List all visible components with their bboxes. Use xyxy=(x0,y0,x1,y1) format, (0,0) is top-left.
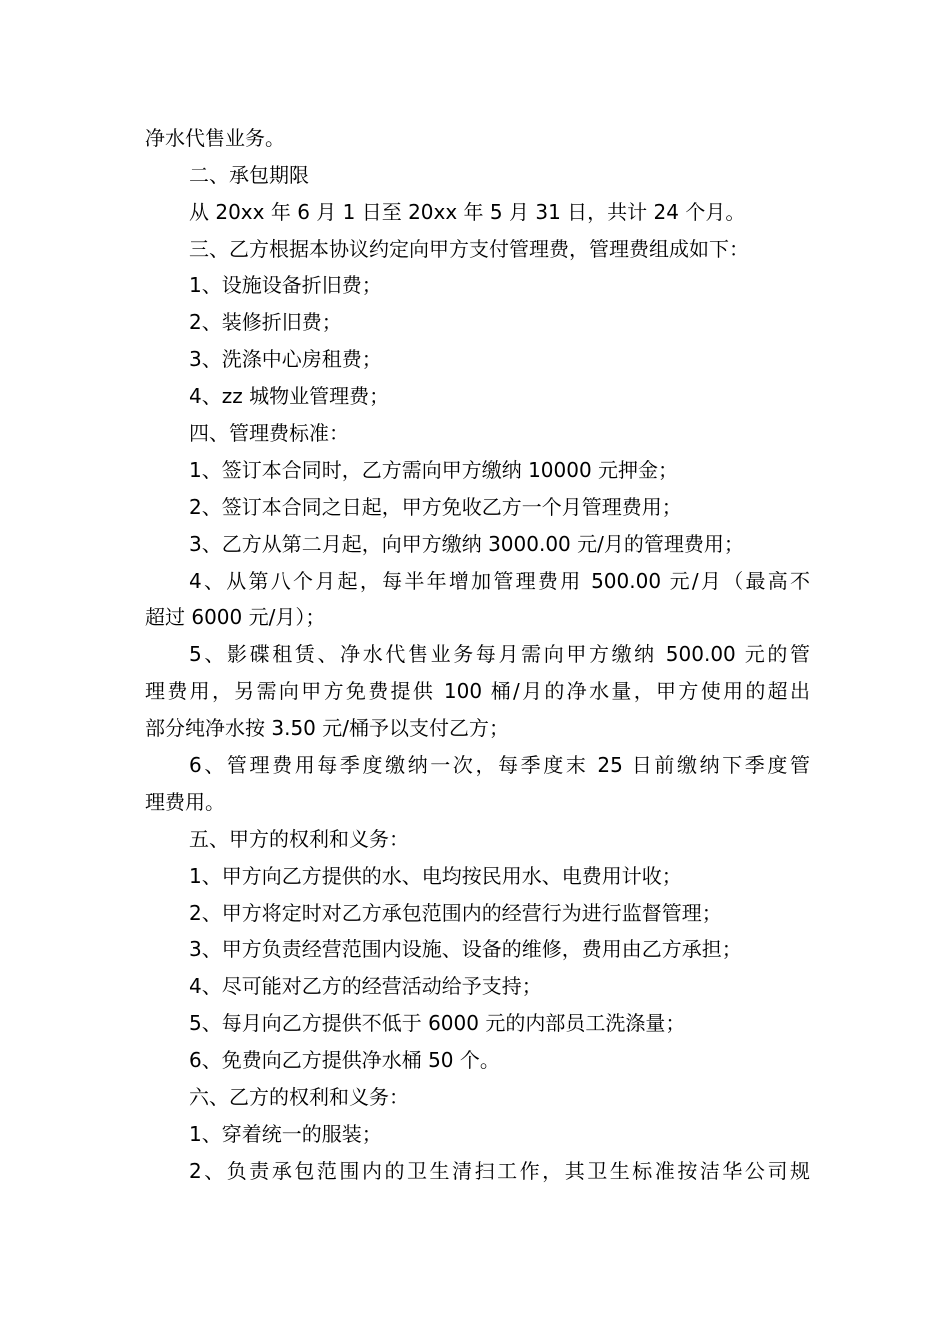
list-item: 1、签订本合同时，乙方需向甲方缴纳 10000 元押金； xyxy=(189,458,679,482)
list-item: 2、甲方将定时对乙方承包范围内的经营行为进行监督管理； xyxy=(189,901,722,925)
list-item: 4、尽可能对乙方的经营活动给予支持； xyxy=(189,974,542,998)
section-heading: 三、乙方根据本协议约定向甲方支付管理费，管理费组成如下： xyxy=(189,237,749,261)
list-item: 1、设施设备折旧费； xyxy=(189,273,382,297)
list-item: 4、从第八个月起，每半年增加管理费用 500.00 元/月（最高不 xyxy=(189,569,810,593)
list-item: 6、管理费用每季度缴纳一次，每季度末 25 日前缴纳下季度管 xyxy=(189,753,810,777)
list-item: 1、甲方向乙方提供的水、电均按民用水、电费用计收； xyxy=(189,864,682,888)
text-line: 部分纯净水按 3.50 元/桶予以支付乙方； xyxy=(145,716,509,740)
list-item: 2、负责承包范围内的卫生清扫工作，其卫生标准按洁华公司规 xyxy=(189,1159,810,1183)
list-item: 2、装修折旧费； xyxy=(189,310,342,334)
list-item: 6、免费向乙方提供净水桶 50 个。 xyxy=(189,1048,500,1072)
list-item: 3、洗涤中心房租费； xyxy=(189,347,382,371)
list-item: 5、影碟租赁、净水代售业务每月需向甲方缴纳 500.00 元的管 xyxy=(189,642,810,666)
text-line: 净水代售业务。 xyxy=(145,126,285,150)
text-line: 理费用。 xyxy=(145,790,225,814)
section-heading: 六、乙方的权利和义务： xyxy=(189,1085,409,1109)
section-heading: 四、管理费标准： xyxy=(189,421,349,445)
section-heading: 五、甲方的权利和义务： xyxy=(189,827,409,851)
list-item: 3、乙方从第二月起，向甲方缴纳 3000.00 元/月的管理费用； xyxy=(189,532,744,556)
text-line: 超过 6000 元/月）； xyxy=(145,605,326,629)
list-item: 3、甲方负责经营范围内设施、设备的维修，费用由乙方承担； xyxy=(189,937,742,961)
text-line: 从 20xx 年 6 月 1 日至 20xx 年 5 月 31 日，共计 24 个月。 xyxy=(189,200,746,224)
list-item: 4、zz 城物业管理费； xyxy=(189,384,390,408)
list-item: 2、签订本合同之日起，甲方免收乙方一个月管理费用； xyxy=(189,495,682,519)
list-item: 5、每月向乙方提供不低于 6000 元的内部员工洗涤量； xyxy=(189,1011,686,1035)
list-item: 1、穿着统一的服装； xyxy=(189,1122,382,1146)
text-line: 理费用，另需向甲方免费提供 100 桶/月的净水量，甲方使用的超出 xyxy=(145,679,810,703)
section-heading: 二、承包期限 xyxy=(189,163,309,187)
